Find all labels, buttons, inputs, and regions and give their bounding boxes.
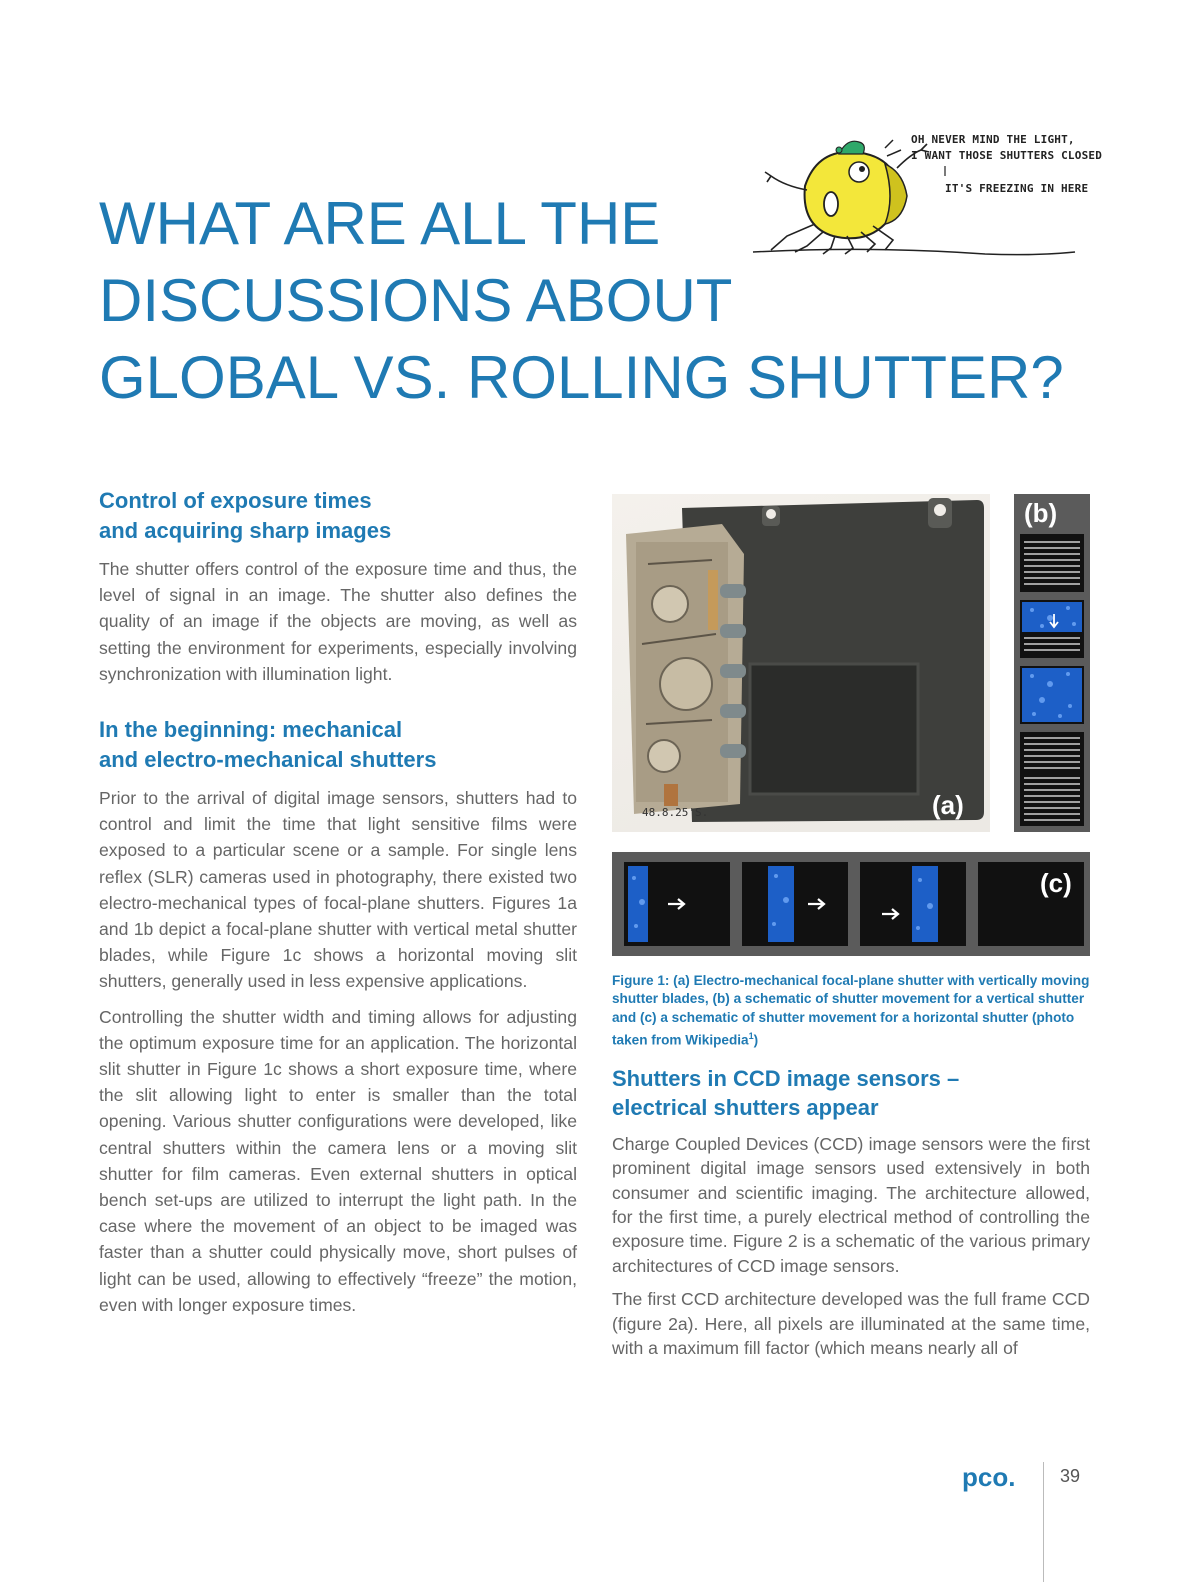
speech-line-3: IT'S FREEZING IN HERE <box>945 182 1089 195</box>
slit-middle-icon <box>742 862 848 946</box>
figure-label-a: (a) <box>932 790 964 820</box>
photo-stamp: 48.8.25'S. <box>642 806 709 819</box>
vertical-shutter-schematic <box>1014 494 1090 832</box>
section-heading-mechanical <box>99 715 577 775</box>
heading-line: and acquiring sharp images <box>99 518 392 543</box>
pco-logo: pco. <box>962 1462 1016 1492</box>
section-heading-ccd <box>612 1064 1090 1122</box>
heading-line: Control of exposure times <box>99 488 372 513</box>
blades-closed-icon <box>1020 770 1084 826</box>
caption-end: ) <box>753 1032 759 1048</box>
speech-line-2: I WANT THOSE SHUTTERS CLOSED <box>911 149 1103 162</box>
page-title-line: WHAT ARE ALL THE <box>99 190 661 257</box>
heading-line: electrical shutters appear <box>612 1094 879 1120</box>
schematic-frame <box>1020 534 1084 592</box>
heading-line: and electro-mechanical shutters <box>99 747 437 773</box>
schematic-frame <box>742 862 848 946</box>
shutter-photo <box>612 494 990 832</box>
page-title-line: DISCUSSIONS ABOUT <box>99 267 733 334</box>
blades-opening-icon <box>1020 600 1084 658</box>
slit-right-icon <box>860 862 966 946</box>
heading-line: In the beginning: mechanical <box>99 717 403 743</box>
figure-label-b: (b) <box>1024 498 1058 528</box>
footer-divider <box>1043 1462 1044 1582</box>
paragraph: The shutter offers control of the exposure time and thus, the level of signal in an image. The shutter also defines the quality of an image if the objects are moving, as well as setting the environment for experiments, especially involving synchronization with illumination light. <box>99 559 577 684</box>
speech-line-1: OH NEVER MIND THE LIGHT, <box>911 133 1075 146</box>
focal-plane-shutter-image <box>612 494 990 832</box>
caption-footnote-ref: 1 <box>748 1030 754 1041</box>
schematic-frame <box>860 862 966 946</box>
right-column <box>612 972 1090 1360</box>
schematic-frame <box>624 862 730 946</box>
schematic-frame <box>1020 770 1084 826</box>
figure-label-c: (c) <box>1040 868 1072 898</box>
blades-closed-icon <box>1020 534 1084 592</box>
page-title-line: GLOBAL VS. ROLLING SHUTTER? <box>99 344 1064 411</box>
left-column <box>99 486 577 1318</box>
schematic-frame <box>1020 600 1084 658</box>
page-number: 39 <box>1060 1466 1081 1486</box>
schematic-frame <box>1020 666 1084 724</box>
paragraph: Controlling the shutter width and timing allows for adjusting the optimum exposure time for an application. The horizontal slit shutter in Figure 1c shows a short exposure time, where the slit allowing light to enter is smaller than the total opening. Various shutter configurations were developed, like central shutters within the camera lens or a moving slit shutter for film cameras. Even external shutters in optical bench set-ups are utilized to interrupt the light path. In the case where the movement of an object to be imaged was faster than a shutter could physically move, short pulses of light can be used, allowing to effectively “freeze” the motion, even with longer exposure times. <box>99 1006 577 1315</box>
figure-caption <box>612 972 1090 1050</box>
heading-line: Shutters in CCD image sensors – <box>612 1065 960 1091</box>
paragraph: Prior to the arrival of digital image sensors, shutters had to control and limit the time that light sensitive films were exposed to a particular scene or a sample. For single lens reflex (SLR) cameras used in photography, there existed two electro-mechanical types of focal-plane shutters. Figures 1a and 1b depict a focal-plane shutter with vertical metal shutter blades, while Figure 1c shows a horizontal moving slit shutters, generally used in less expensive applications. <box>99 788 577 992</box>
paragraph: Charge Coupled Devices (CCD) image sensors were the first prominent digital image sensors used extensively in both consumer and scientific imaging. The architecture allowed, for the first time, a purely electrical method of controlling the exposure time. Figure 2 is a schematic of the various primary architectures of CCD image sensors. <box>612 1133 1090 1276</box>
slit-left-icon <box>624 862 730 946</box>
paragraph: The first CCD architecture developed was the full frame CCD (figure 2a). Here, all pixels are illuminated at the same time, with a maximum fill factor (which means nearly all of <box>612 1289 1090 1358</box>
caption-text: Figure 1: (a) Electro-mechanical focal-plane shutter with vertically moving shutter blades, (b) a schematic of shutter movement for a vertical shutter and (c) a schematic of shutter movement for a horizontal shutter (photo taken from Wikipedia <box>612 973 1090 1048</box>
section-heading-exposure <box>99 486 577 546</box>
horizontal-shutter-schematic <box>612 852 1090 956</box>
page-title <box>99 185 1099 416</box>
blades-open-icon <box>1020 666 1084 724</box>
